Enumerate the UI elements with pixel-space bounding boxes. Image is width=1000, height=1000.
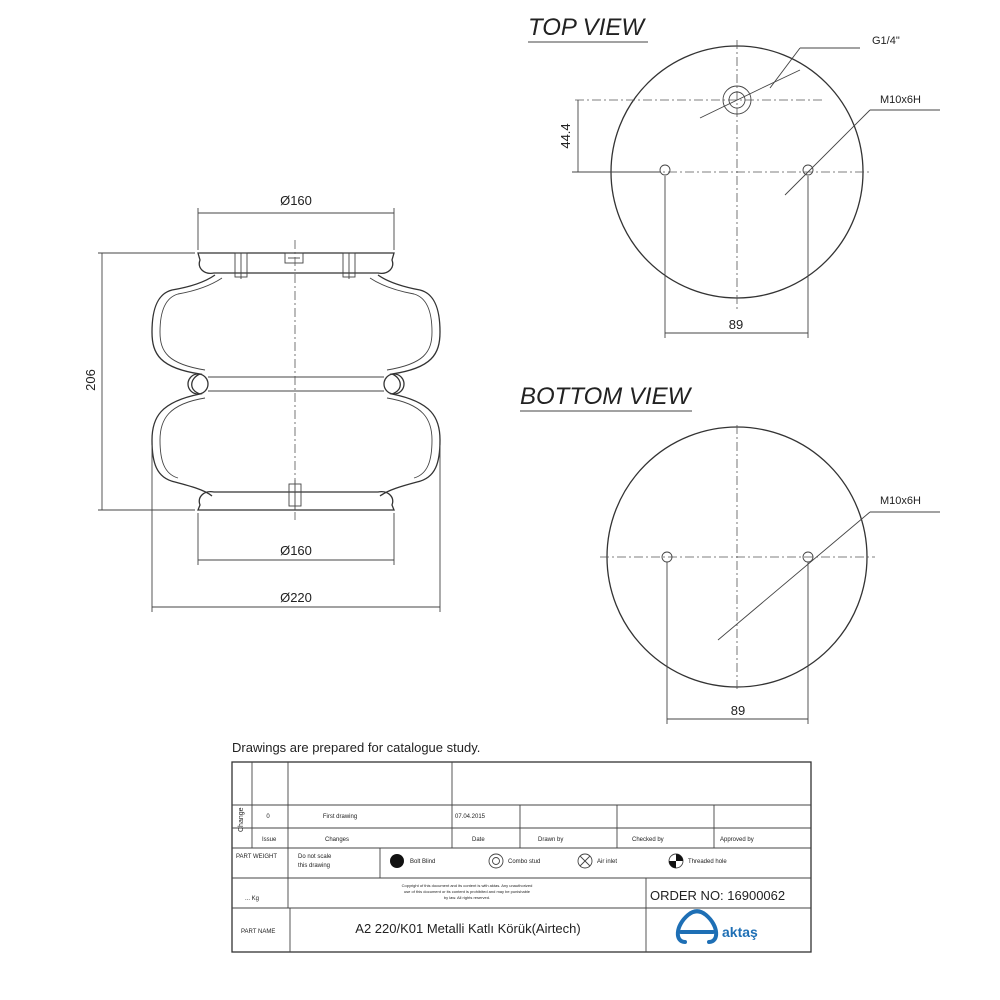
dim-top-diameter-label: Ø160 xyxy=(280,193,312,208)
scale-note-2: this drawing xyxy=(298,863,331,869)
top-view xyxy=(528,14,940,338)
part-name-label: PART NAME xyxy=(241,929,276,935)
legend-combo-stud: Combo stud xyxy=(508,859,541,865)
dim-top-diameter xyxy=(198,193,394,250)
header-date: Date xyxy=(472,837,485,843)
part-name: A2 220/K01 Metalli Katlı Körük(Airtech) xyxy=(355,921,581,936)
header-changes: Changes xyxy=(325,837,350,843)
threaded-hole-icon xyxy=(669,854,683,868)
scale-note-1: Do not scale xyxy=(298,854,332,860)
dim-height xyxy=(83,253,195,510)
top-thread-left xyxy=(660,165,670,175)
header-approved-by: Approved by xyxy=(720,837,754,843)
legend-blind-bolt: Bolt Blind xyxy=(410,859,436,865)
dim-bottom-spacing-label: 89 xyxy=(730,703,746,718)
fine-print-2: use of this document or its content is prohibited and may be punishable xyxy=(403,889,531,894)
dim-bottom-diameter xyxy=(198,513,394,565)
bottom-view-title: BOTTOM VIEW xyxy=(520,383,691,410)
bottom-thread-label: M10x6H xyxy=(880,495,921,507)
side-label: Change xyxy=(238,807,245,832)
revision-date: 07.04.2015 xyxy=(454,814,486,820)
bottom-plate xyxy=(198,492,394,510)
revision-issue: 0 xyxy=(266,814,270,820)
dim-offset xyxy=(558,100,660,172)
top-view-title: TOP VIEW xyxy=(528,14,645,41)
dim-outer-diameter-label: Ø220 xyxy=(280,590,312,605)
air-inlet-icon xyxy=(578,854,592,868)
bellows-inner xyxy=(160,278,432,478)
header-issue: Issue xyxy=(262,837,277,843)
side-view xyxy=(83,193,440,612)
order-number: ORDER NO: 16900062 xyxy=(650,888,786,903)
header-drawn-by: Drawn by xyxy=(538,837,564,843)
revision-changes: First drawing xyxy=(322,814,358,820)
dim-bottom-spacing xyxy=(667,562,808,724)
kg-label: ... Kg xyxy=(245,896,260,902)
catalogue-note: Drawings are prepared for catalogue study. xyxy=(232,740,481,755)
legend-threaded-hole: Threaded hole xyxy=(688,859,727,865)
girdle-ring-right xyxy=(384,374,404,394)
top-thread-label: M10x6H xyxy=(880,94,921,106)
top-bolt-right xyxy=(343,253,355,279)
part-weight: PART WEIGHT xyxy=(236,854,278,860)
dim-bottom-diameter-label: Ø160 xyxy=(280,543,312,558)
girdle-ring-left xyxy=(188,374,208,394)
logo-text: aktaş xyxy=(722,924,758,940)
top-bolt-left xyxy=(235,253,247,279)
title-block xyxy=(232,762,811,952)
bellows-outline xyxy=(152,275,440,496)
dim-outer-diameter xyxy=(152,445,440,612)
dim-top-spacing xyxy=(665,176,808,338)
dim-top-spacing-label: 89 xyxy=(728,317,744,332)
port-label: G1/4" xyxy=(872,35,900,47)
dim-height-label: 206 xyxy=(83,369,98,391)
bottom-view xyxy=(520,383,940,724)
legend-air-inlet: Air inlet xyxy=(597,859,618,865)
top-air-inlet xyxy=(285,253,303,263)
fine-print-1: Copyright of this document and its content is with aktas. Any unauthorized xyxy=(401,883,533,888)
blind-bolt-icon xyxy=(390,854,404,868)
top-thread-right xyxy=(803,165,813,175)
header-checked-by: Checked by xyxy=(632,837,664,843)
combo-stud-icon xyxy=(489,854,503,868)
dim-offset-label: 44.4 xyxy=(558,123,573,149)
aktas-logo-icon xyxy=(678,911,716,942)
fine-print-3: by law. All rights reserved. xyxy=(443,895,491,900)
